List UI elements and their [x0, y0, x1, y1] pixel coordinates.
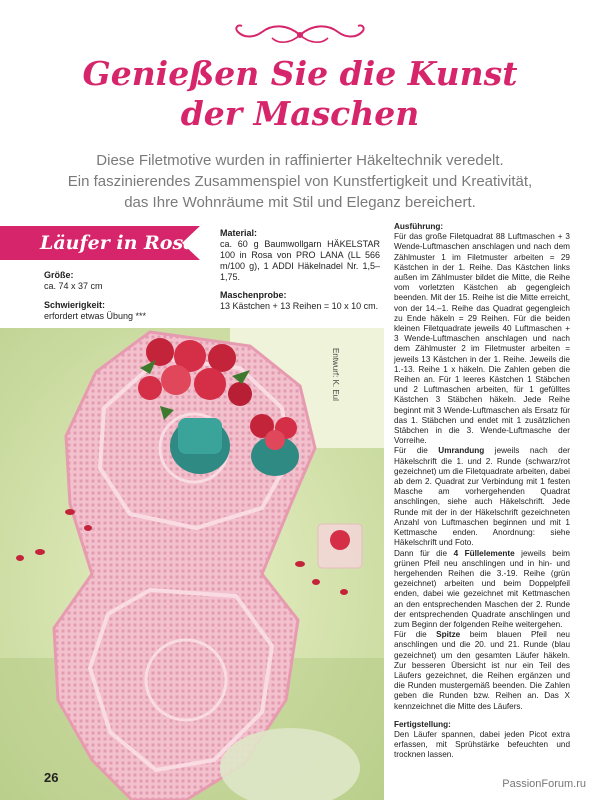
intro-line-2: Ein faszinierendes Zusammenspiel von Kunstfertigkeit und Kreativität, [67, 173, 533, 190]
section-banner-title: Läufer in Rosa [40, 232, 196, 254]
title-line-2: der Maschen [180, 94, 420, 133]
instructions-text: Für das große Filetquadrat 88 Luftmaschen + 3 Wende-Luftmaschen anschlagen und nach dem Zählmuster 1 im Filetmuster arbeiten = 29 Kästchen in der 1. Reihe. Das Kästchen links außen im Zählmuster bildet die Mitte, die Reihe vom vorletzten Kästchen ab gegengleich beenden. Mit der 15. Reihe ist die Mitte erreicht, von der 14.–1. Reihe das Quadrat gegengleich zu Ende häkeln = 29 Reihen. Für die beiden kleinen Filetquadrate jeweils 40 Luftmaschen + 3 Wende-Luftmaschen anschlagen und nach dem Zählmuster 2 im Filetmuster arbeiten = jeweils 13 Kästchen in der 1. Reihe. Jeweils die 1.-13. Reihe 1 x häkeln. Die Zahlen geben die Reihen an. Für 1 leeres Kästchen 1 Stäbchen und 2 Luftmaschen arbeiten, für 1 gefülltes Kästchen 3 Stäbchen häkeln. Jede Reihe beginnt mit 3 Wende-Luftmaschen als Ersatz für das 1. Stäbchen und endet mit 1 zusätzlichen Stäbchen in die 3. Wende-Luftmasche der Vorreihe. [394, 232, 570, 446]
material-label: Material: [220, 228, 258, 238]
filler-keyword: 4 Füllelemente [453, 548, 515, 558]
intro-line-3: das Ihre Wohnräume mit Stil und Eleganz bereichert. [124, 194, 476, 211]
title-line-1: Genießen Sie die Kunst [82, 54, 518, 93]
intro-line-1: Diese Filetmotive wurden in raffinierter Häkeltechnik veredelt. [96, 152, 504, 169]
filler-paragraph [394, 549, 570, 631]
filler-text: jeweils beim grünen Pfeil neu anschlingen und in hin- und hergehenden Reihen die 3.-19. Reihe (grün gezeichnet) arbeiten und beim Doppelpfeil enden, dabei wie gezeichnet mit Kettmaschen an den entsprechenden Maschen der 2. Runde der entsprechenden Quadrate anschlingen und zum Beginn der folgenden Reihe weitergehen. [394, 548, 570, 629]
edging-paragraph [394, 630, 570, 712]
border-prefix: Für die [394, 446, 439, 456]
watermark: PassionForum.ru [502, 778, 586, 790]
page-title [0, 54, 600, 134]
instructions-label: Ausführung: [394, 222, 444, 231]
gauge-text: 13 Kästchen + 13 Reihen = 10 x 10 cm. [220, 301, 379, 311]
edging-keyword: Spitze [436, 630, 461, 640]
filler-prefix: Dann für die [394, 548, 454, 558]
size-value: ca. 74 x 37 cm [44, 281, 103, 291]
finishing-label: Fertigstellung: [394, 719, 451, 729]
glass-candle [318, 524, 362, 568]
material-text: ca. 60 g Baumwollgarn HÄKELSTAR 100 in Rosa von PRO LANA (LL 566 m/100 g), 1 ADDI Häkelnadel Nr. 1,5–1,75. [220, 239, 380, 282]
difficulty-label: Schwierigkeit: [44, 300, 106, 310]
size-label: Größe: [44, 270, 74, 280]
decorative-flourish-icon [232, 22, 368, 48]
difficulty-value: erfordert etwas Übung *** [44, 311, 147, 321]
page-number: 26 [44, 770, 59, 785]
table-runner-photo [0, 328, 384, 800]
border-text: jeweils nach der Häkelschrift die 1. und 2. Runde (schwarz/rot gezeichnet) um die Filetquadrate arbeiten, dabei ab dem 2. Quadrat zur Verbindung mit 1 festen Masche am vorhergehenden Quadrat anschlingen, siehe auch Häkelschrift. Jede Runde mit der in der Häkelschrift gezeichneten Anzahl von Luftmaschen beginnen und mit 1 Kettmasche enden. Anordnung: siehe Häkelschrift und Foto. [394, 446, 570, 548]
intro-paragraph [40, 150, 560, 213]
edging-text: beim blauen Pfeil neu anschlingen und die 20. und 21. Runde (blau gezeichnet) um den gesamten Läufer häkeln. Zur besseren Übersicht ist nur ein Teil des Läufers gezeichnet, die Reihen ergänzen und die Runden mustergemäß beenden. Die Zahlen geben die Runden bzw. Reihen an. Das X kennzeichnet die Mitte des Läufers. [394, 630, 570, 711]
instructions-column [394, 222, 570, 761]
border-keyword: Umrandung [438, 446, 485, 456]
border-paragraph [394, 446, 570, 548]
specs-left-column [44, 270, 204, 322]
specs-middle-column [220, 228, 380, 312]
edging-prefix: Für die [394, 630, 437, 640]
finishing-text: Den Läufer spannen, dabei jeden Picot extra erfassen, mit Sprühstärke befeuchten und trocknen lassen. [394, 729, 570, 760]
gauge-label: Maschenprobe: [220, 290, 287, 300]
photo-credit: Entwurf: K. Eul [331, 348, 340, 401]
